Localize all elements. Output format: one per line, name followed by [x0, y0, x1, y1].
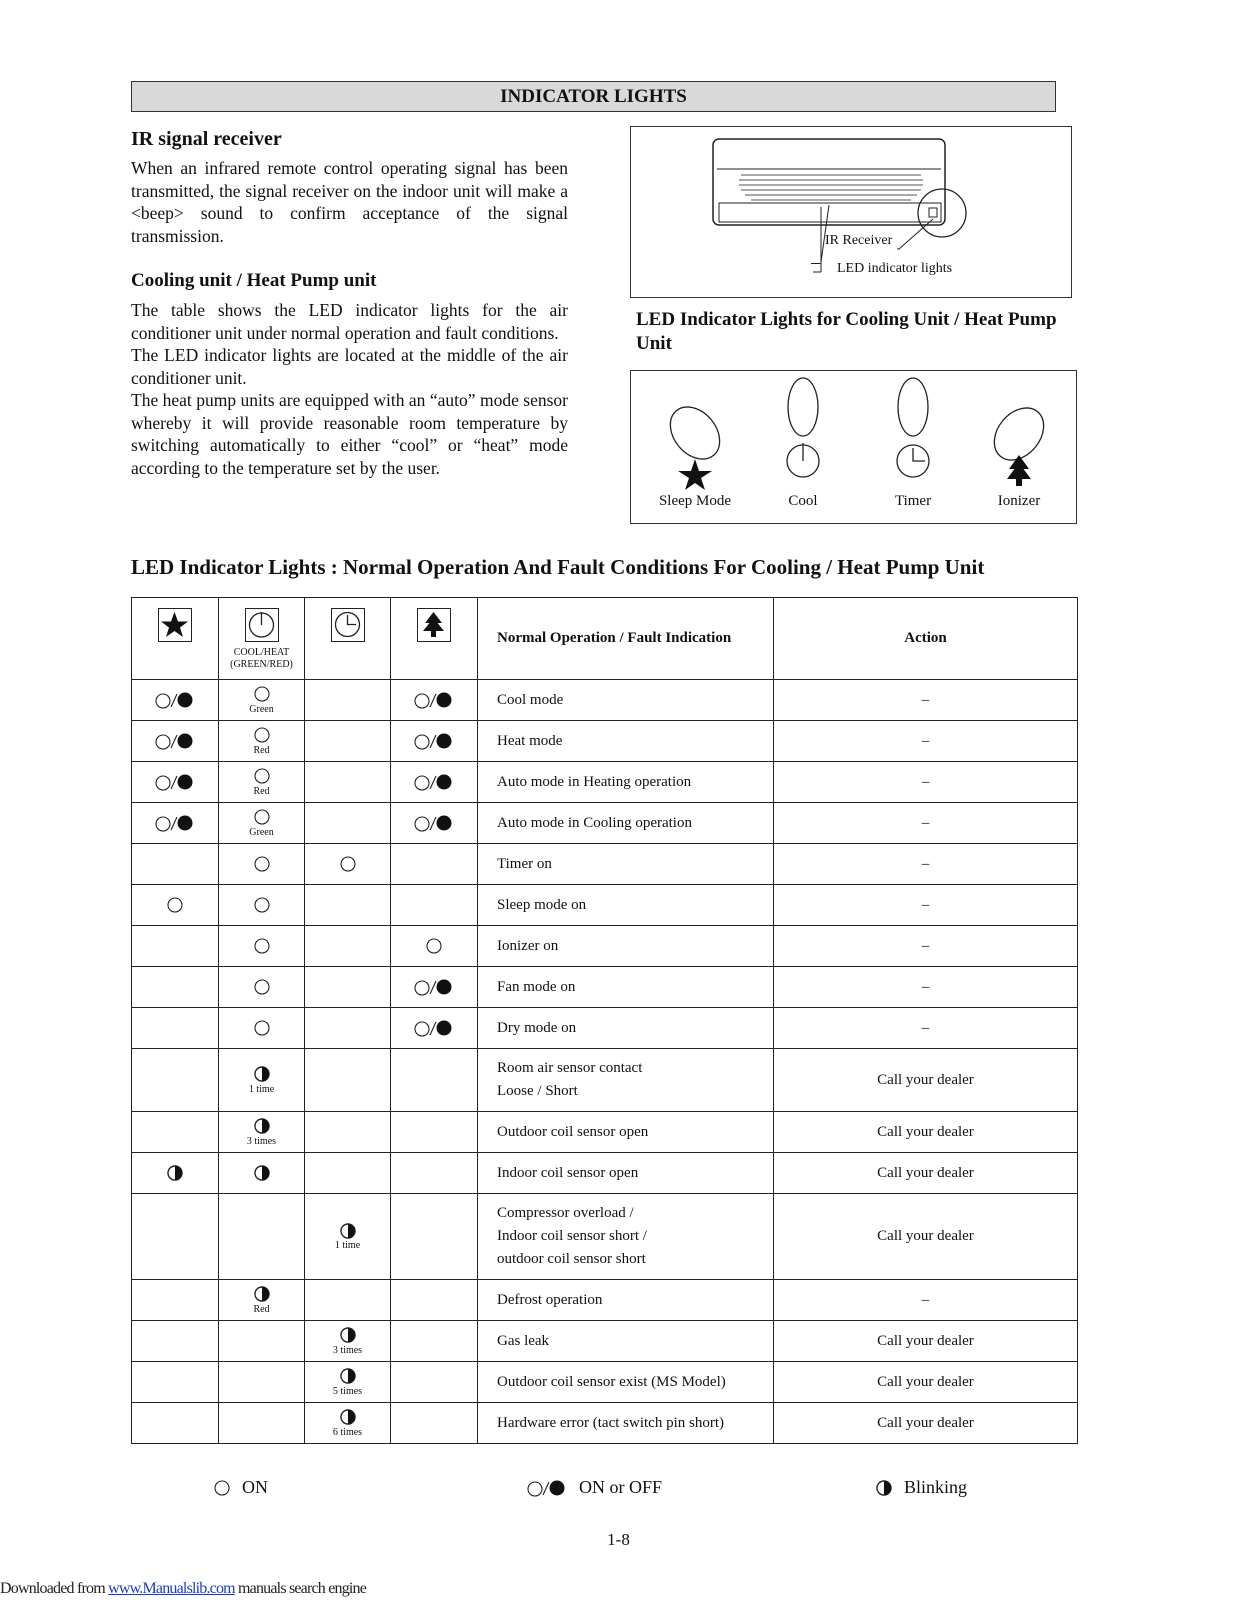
cell-timer [305, 1194, 391, 1280]
table-row [132, 1280, 1078, 1321]
cell-action: – [774, 967, 1078, 1008]
cell-action: – [774, 1008, 1078, 1049]
header-timer [305, 598, 391, 680]
led-onoff-icon [155, 732, 195, 750]
cell-description: Room air sensor contact Loose / Short [478, 1049, 774, 1112]
cell-description: Outdoor coil sensor exist (MS Model) [478, 1362, 774, 1403]
cooling-paragraph: The table shows the LED indicator lights for the air conditioner unit under normal operation and fault conditions. [131, 300, 568, 343]
cell-timer [305, 1362, 391, 1403]
cell-sleep [132, 680, 219, 721]
cell-action: – [774, 721, 1078, 762]
led-count-label: 3 times [246, 1135, 277, 1147]
section-title: INDICATOR LIGHTS [131, 81, 1056, 112]
cell-sleep [132, 762, 219, 803]
cell-cool [219, 1194, 305, 1280]
led-onoff-icon [414, 773, 454, 791]
cell-ionizer [391, 1008, 478, 1049]
cell-sleep [132, 1112, 219, 1153]
cell-timer [305, 885, 391, 926]
cell-action: Call your dealer [774, 1321, 1078, 1362]
cell-timer [305, 1321, 391, 1362]
led-on-icon [254, 897, 270, 913]
cell-cool [219, 844, 305, 885]
cell-timer [305, 762, 391, 803]
cell-ionizer [391, 1112, 478, 1153]
cell-sleep [132, 885, 219, 926]
cell-action: – [774, 885, 1078, 926]
table-row [132, 1153, 1078, 1194]
label-ionizer: Ionizer [997, 493, 1041, 509]
led-blink-icon [340, 1368, 356, 1384]
cell-action: Call your dealer [774, 1194, 1078, 1280]
cell-cool [219, 1112, 305, 1153]
table-row [132, 885, 1078, 926]
led-blink-icon [254, 1165, 270, 1181]
cell-timer [305, 1403, 391, 1444]
cell-sleep [132, 1153, 219, 1194]
cell-timer [305, 967, 391, 1008]
label-cool: Cool [788, 493, 818, 509]
cell-timer [305, 1153, 391, 1194]
led-panel-title: LED Indicator Lights for Cooling Unit / Heat Pump Unit [636, 309, 1057, 354]
cell-ionizer [391, 721, 478, 762]
table-row [132, 803, 1078, 844]
star-icon [678, 459, 712, 490]
label-timer: Timer [894, 493, 932, 509]
cell-action: Call your dealer [774, 1403, 1078, 1444]
cell-action: – [774, 844, 1078, 885]
table-row [132, 1194, 1078, 1280]
cell-ionizer [391, 1280, 478, 1321]
led-on-icon [214, 1480, 230, 1496]
cell-ionizer [391, 680, 478, 721]
led-on-icon [167, 897, 183, 913]
led-onoff-icon [414, 978, 454, 996]
cell-ionizer [391, 844, 478, 885]
cell-ionizer [391, 885, 478, 926]
table-row [132, 762, 1078, 803]
led-table [131, 597, 1078, 1444]
cell-cool [219, 1403, 305, 1444]
cell-sleep [132, 1049, 219, 1112]
table-row [132, 967, 1078, 1008]
cell-action: – [774, 762, 1078, 803]
cell-cool [219, 680, 305, 721]
legend-on [214, 1477, 268, 1498]
table-row [132, 680, 1078, 721]
cell-description: Defrost operation [478, 1280, 774, 1321]
led-blink-icon [167, 1165, 183, 1181]
table-row [132, 721, 1078, 762]
callout-line [811, 263, 821, 264]
cell-timer [305, 1049, 391, 1112]
cell-sleep [132, 1194, 219, 1280]
cell-sleep [132, 844, 219, 885]
cell-ionizer [391, 1049, 478, 1112]
table-title: LED Indicator Lights : Normal Operation And Fault Conditions For Cooling / Heat Pump Unit [131, 555, 985, 579]
led-blink-icon [340, 1223, 356, 1239]
cooling-heading-bold: Cooling unit [131, 270, 232, 291]
led-blink-icon [340, 1327, 356, 1343]
cell-cool [219, 803, 305, 844]
led-onoff-icon [527, 1479, 567, 1497]
cell-action: – [774, 803, 1078, 844]
header-cool-sub1: COOL/HEAT [233, 647, 290, 658]
tree-icon [417, 608, 451, 642]
cell-sleep [132, 1008, 219, 1049]
led-count-label: Red [253, 744, 270, 756]
ir-heading: IR signal receiver [131, 128, 282, 150]
cell-ionizer [391, 803, 478, 844]
led-blink-icon [340, 1409, 356, 1425]
cell-ionizer [391, 1362, 478, 1403]
led-on-icon [254, 979, 270, 995]
led-blink-icon [254, 1118, 270, 1134]
cell-ionizer [391, 762, 478, 803]
cell-timer [305, 721, 391, 762]
led-count-label: Red [253, 1303, 270, 1315]
led-on-icon [254, 938, 270, 954]
cell-sleep [132, 926, 219, 967]
cell-timer [305, 803, 391, 844]
cell-cool [219, 762, 305, 803]
led-on-icon [340, 856, 356, 872]
cell-action: – [774, 680, 1078, 721]
led-onoff-icon [414, 1019, 454, 1037]
led-count-label: Red [253, 785, 270, 797]
led-count-label: 1 time [334, 1240, 361, 1251]
led-on-icon [254, 1020, 270, 1036]
footer [0, 1580, 366, 1598]
cooling-heading [131, 270, 376, 292]
cell-description: Heat mode [478, 721, 774, 762]
cell-timer [305, 926, 391, 967]
cell-sleep [132, 721, 219, 762]
cell-ionizer [391, 926, 478, 967]
header-cool-sub2: (GREEN/RED) [230, 659, 293, 670]
power-icon [245, 608, 279, 642]
header-ionizer [391, 598, 478, 680]
table-row [132, 1008, 1078, 1049]
table-row [132, 926, 1078, 967]
cell-cool [219, 1321, 305, 1362]
led-count-label: Green [249, 826, 274, 838]
cell-sleep [132, 803, 219, 844]
cell-sleep [132, 1321, 219, 1362]
led-onoff-icon [155, 814, 195, 832]
cell-cool [219, 1153, 305, 1194]
led-onoff-icon [155, 773, 195, 791]
led-on-icon [254, 856, 270, 872]
cell-description: Compressor overload / Indoor coil sensor short / outdoor coil sensor short [478, 1194, 774, 1280]
table-row [132, 1049, 1078, 1112]
cell-description: Fan mode on [478, 967, 774, 1008]
cell-ionizer [391, 967, 478, 1008]
led-count-label: 3 times [332, 1344, 363, 1356]
led-blink-icon [876, 1480, 892, 1496]
header-sleep [132, 598, 219, 680]
table-row [132, 1321, 1078, 1362]
legend-onoff [527, 1477, 662, 1498]
led-count-label: 1 time [248, 1083, 275, 1095]
label-sleep-mode: Sleep Mode [658, 493, 732, 509]
cell-action: – [774, 926, 1078, 967]
star-icon [158, 608, 192, 642]
led-onoff-icon [414, 732, 454, 750]
cell-description: Ionizer on [478, 926, 774, 967]
cell-timer [305, 1280, 391, 1321]
footer-link[interactable]: www.Manualslib.com [108, 1580, 235, 1597]
cell-ionizer [391, 1194, 478, 1280]
cell-cool [219, 1008, 305, 1049]
footer-prefix: Downloaded from [0, 1580, 109, 1597]
cell-sleep [132, 967, 219, 1008]
led-onoff-icon [414, 814, 454, 832]
cell-description: Hardware error (tact switch pin short) [478, 1403, 774, 1444]
table-row [132, 1403, 1078, 1444]
cell-ionizer [391, 1321, 478, 1362]
table-row [132, 844, 1078, 885]
led-count-label: 6 times [332, 1426, 363, 1438]
cell-action: Call your dealer [774, 1112, 1078, 1153]
cell-sleep [132, 1403, 219, 1444]
cell-action: Call your dealer [774, 1362, 1078, 1403]
cell-cool [219, 1049, 305, 1112]
led-on-icon [426, 938, 442, 954]
cell-ionizer [391, 1153, 478, 1194]
cell-timer [305, 1008, 391, 1049]
table-header-row [132, 598, 1078, 680]
table-body [132, 680, 1078, 1444]
cell-action: Call your dealer [774, 1049, 1078, 1112]
led-on-icon [254, 809, 270, 825]
led-on-icon [254, 768, 270, 784]
footer-suffix: manuals search engine [234, 1580, 367, 1597]
cell-timer [305, 680, 391, 721]
cell-cool [219, 1362, 305, 1403]
ir-receiver-label: IR Receiver [825, 233, 893, 248]
legend-blink-label: Blinking [904, 1477, 968, 1497]
cell-description: Auto mode in Cooling operation [478, 803, 774, 844]
page-number: 1-8 [607, 1530, 630, 1549]
led-onoff-icon [155, 691, 195, 709]
unit-diagram [630, 126, 1072, 298]
cell-timer [305, 1112, 391, 1153]
cell-sleep [132, 1362, 219, 1403]
cooling-text [131, 299, 568, 479]
cell-action: – [774, 1280, 1078, 1321]
led-onoff-icon [414, 691, 454, 709]
legend-onoff-label: ON or OFF [579, 1477, 663, 1497]
led-count-label: Green [249, 703, 274, 715]
cell-description: Gas leak [478, 1321, 774, 1362]
cell-cool [219, 926, 305, 967]
header-cool [219, 598, 305, 680]
cell-sleep [132, 1280, 219, 1321]
cell-cool [219, 1280, 305, 1321]
cell-cool [219, 967, 305, 1008]
cooling-heading-rest: / Heat Pump unit [231, 270, 377, 291]
cell-ionizer [391, 1403, 478, 1444]
table-row [132, 1362, 1078, 1403]
ir-text: When an infrared remote control operating signal has been transmitted, the signal receiver on the indoor unit will make a <beep> sound to confirm acceptance of the signal transmission. [131, 158, 568, 246]
cooling-paragraph: The heat pump units are equipped with an “auto” mode sensor whereby it will provide reasonable room temperature by switching automatically to either “cool” or “heat” mode according to the temperature set by the user. [131, 390, 568, 478]
led-blink-icon [254, 1066, 270, 1082]
cell-description: Outdoor coil sensor open [478, 1112, 774, 1153]
cell-description: Sleep mode on [478, 885, 774, 926]
cell-action: Call your dealer [774, 1153, 1078, 1194]
led-on-icon [254, 727, 270, 743]
cell-description: Dry mode on [478, 1008, 774, 1049]
led-count-label: 5 times [332, 1385, 363, 1397]
cooling-paragraph: The LED indicator lights are located at the middle of the air conditioner unit. [131, 345, 568, 388]
cell-description: Indoor coil sensor open [478, 1153, 774, 1194]
led-on-icon [254, 686, 270, 702]
cell-cool [219, 885, 305, 926]
header-action: Action [774, 598, 1078, 680]
led-panel [630, 370, 1077, 524]
cell-description: Timer on [478, 844, 774, 885]
clock-icon [331, 608, 365, 642]
cell-cool [219, 721, 305, 762]
cell-timer [305, 844, 391, 885]
legend-blink [876, 1477, 967, 1498]
header-description: Normal Operation / Fault Indication [478, 598, 774, 680]
cell-description: Auto mode in Heating operation [478, 762, 774, 803]
legend-on-label: ON [242, 1477, 268, 1497]
led-lights-label: LED indicator lights [837, 261, 953, 276]
led-blink-icon [254, 1286, 270, 1302]
cell-description: Cool mode [478, 680, 774, 721]
table-row [132, 1112, 1078, 1153]
